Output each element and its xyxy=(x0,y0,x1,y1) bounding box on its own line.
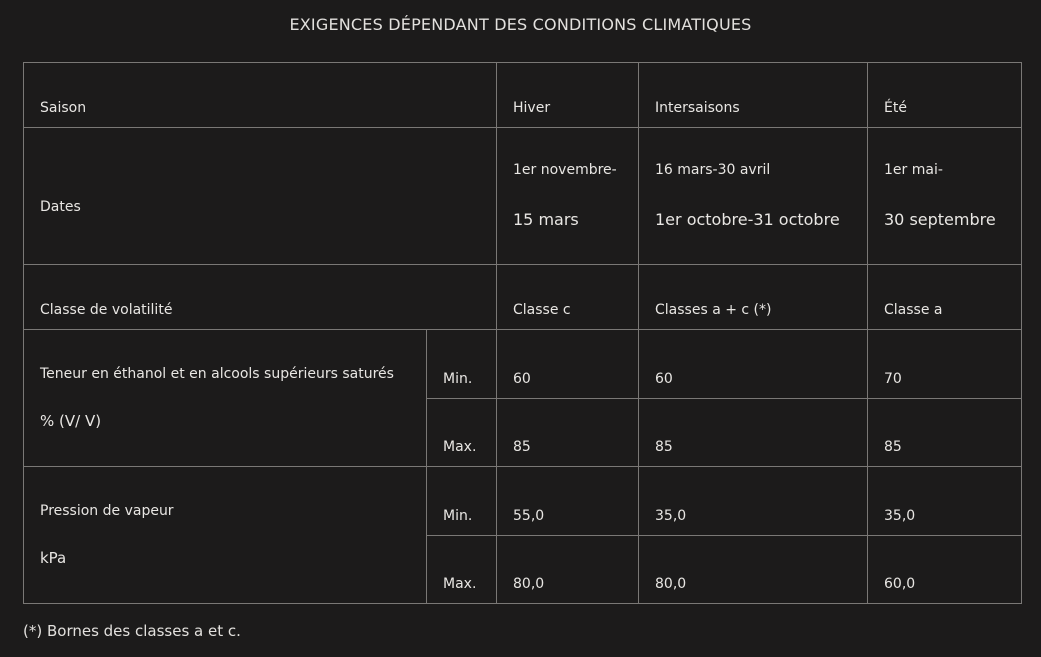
ethanol-label-cell xyxy=(24,330,427,467)
ethanol-min-winter-cell xyxy=(497,330,639,399)
ethanol-max-summer: 85 xyxy=(884,439,902,455)
ethanol-min-bound: Min. xyxy=(443,371,473,387)
pressure-max-intermediate: 80,0 xyxy=(655,576,687,592)
climatic-requirements-table xyxy=(23,62,1022,604)
season-intermediate-cell xyxy=(639,63,868,128)
pressure-min-winter: 55,0 xyxy=(513,508,545,524)
season-label: Saison xyxy=(40,100,87,116)
volatility-winter: Classe c xyxy=(513,302,571,318)
dates-intermediate-autumn: 1er octobre-31 octobre xyxy=(655,210,840,229)
volatility-intermediate-cell xyxy=(639,265,868,330)
pressure-min-bound: Min. xyxy=(443,508,473,524)
dates-label-cell xyxy=(24,128,497,265)
pressure-max-intermediate-cell xyxy=(639,536,868,604)
pressure-label-cell xyxy=(24,467,427,604)
dates-winter-start: 1er novembre- xyxy=(513,162,617,178)
season-winter: Hiver xyxy=(513,100,551,116)
ethanol-min-winter: 60 xyxy=(513,371,531,387)
dates-intermediate-cell xyxy=(639,128,868,265)
dates-summer-cell xyxy=(868,128,1022,265)
volatility-winter-cell xyxy=(497,265,639,330)
ethanol-max-intermediate: 85 xyxy=(655,439,673,455)
pressure-max-summer: 60,0 xyxy=(884,576,916,592)
pressure-min-row xyxy=(24,467,1022,536)
volatility-row xyxy=(24,265,1022,330)
volatility-label: Classe de volatilité xyxy=(40,302,173,318)
ethanol-label: Teneur en éthanol et en alcools supérieurs saturés xyxy=(40,366,394,382)
pressure-min-summer-cell xyxy=(868,467,1022,536)
ethanol-max-winter: 85 xyxy=(513,439,531,455)
pressure-min-bound-cell xyxy=(427,467,497,536)
ethanol-max-bound: Max. xyxy=(443,439,477,455)
dates-winter-cell xyxy=(497,128,639,265)
dates-intermediate-spring: 16 mars-30 avril xyxy=(655,162,771,178)
pressure-min-intermediate: 35,0 xyxy=(655,508,687,524)
ethanol-min-intermediate: 60 xyxy=(655,371,673,387)
season-winter-cell xyxy=(497,63,639,128)
volatility-summer-cell xyxy=(868,265,1022,330)
pressure-max-winter: 80,0 xyxy=(513,576,545,592)
dates-summer-end: 30 septembre xyxy=(884,210,996,229)
ethanol-max-bound-cell xyxy=(427,399,497,467)
dates-row xyxy=(24,128,1022,265)
season-row xyxy=(24,63,1022,128)
pressure-label: Pression de vapeur xyxy=(40,503,174,519)
ethanol-unit: % (V/ V) xyxy=(40,412,102,430)
ethanol-max-summer-cell xyxy=(868,399,1022,467)
season-summer-cell xyxy=(868,63,1022,128)
pressure-max-bound-cell xyxy=(427,536,497,604)
ethanol-min-summer: 70 xyxy=(884,371,902,387)
pressure-max-summer-cell xyxy=(868,536,1022,604)
season-intermediate: Intersaisons xyxy=(655,100,740,116)
page-title: EXIGENCES DÉPENDANT DES CONDITIONS CLIMATIQUES xyxy=(289,15,752,34)
footnote: (*) Bornes des classes a et c. xyxy=(23,622,241,640)
pressure-min-winter-cell xyxy=(497,467,639,536)
pressure-min-intermediate-cell xyxy=(639,467,868,536)
ethanol-min-summer-cell xyxy=(868,330,1022,399)
dates-winter-end: 15 mars xyxy=(513,210,579,229)
pressure-max-bound: Max. xyxy=(443,576,477,592)
pressure-min-summer: 35,0 xyxy=(884,508,916,524)
volatility-intermediate: Classes a + c (*) xyxy=(655,302,772,318)
season-summer: Été xyxy=(884,100,907,116)
ethanol-min-bound-cell xyxy=(427,330,497,399)
pressure-unit: kPa xyxy=(40,549,67,567)
ethanol-max-intermediate-cell xyxy=(639,399,868,467)
dates-label: Dates xyxy=(40,199,81,215)
volatility-summer: Classe a xyxy=(884,302,943,318)
ethanol-min-row xyxy=(24,330,1022,399)
volatility-label-cell xyxy=(24,265,497,330)
ethanol-min-intermediate-cell xyxy=(639,330,868,399)
ethanol-max-winter-cell xyxy=(497,399,639,467)
dates-summer-start: 1er mai- xyxy=(884,162,943,178)
season-label-cell xyxy=(24,63,497,128)
pressure-max-winter-cell xyxy=(497,536,639,604)
